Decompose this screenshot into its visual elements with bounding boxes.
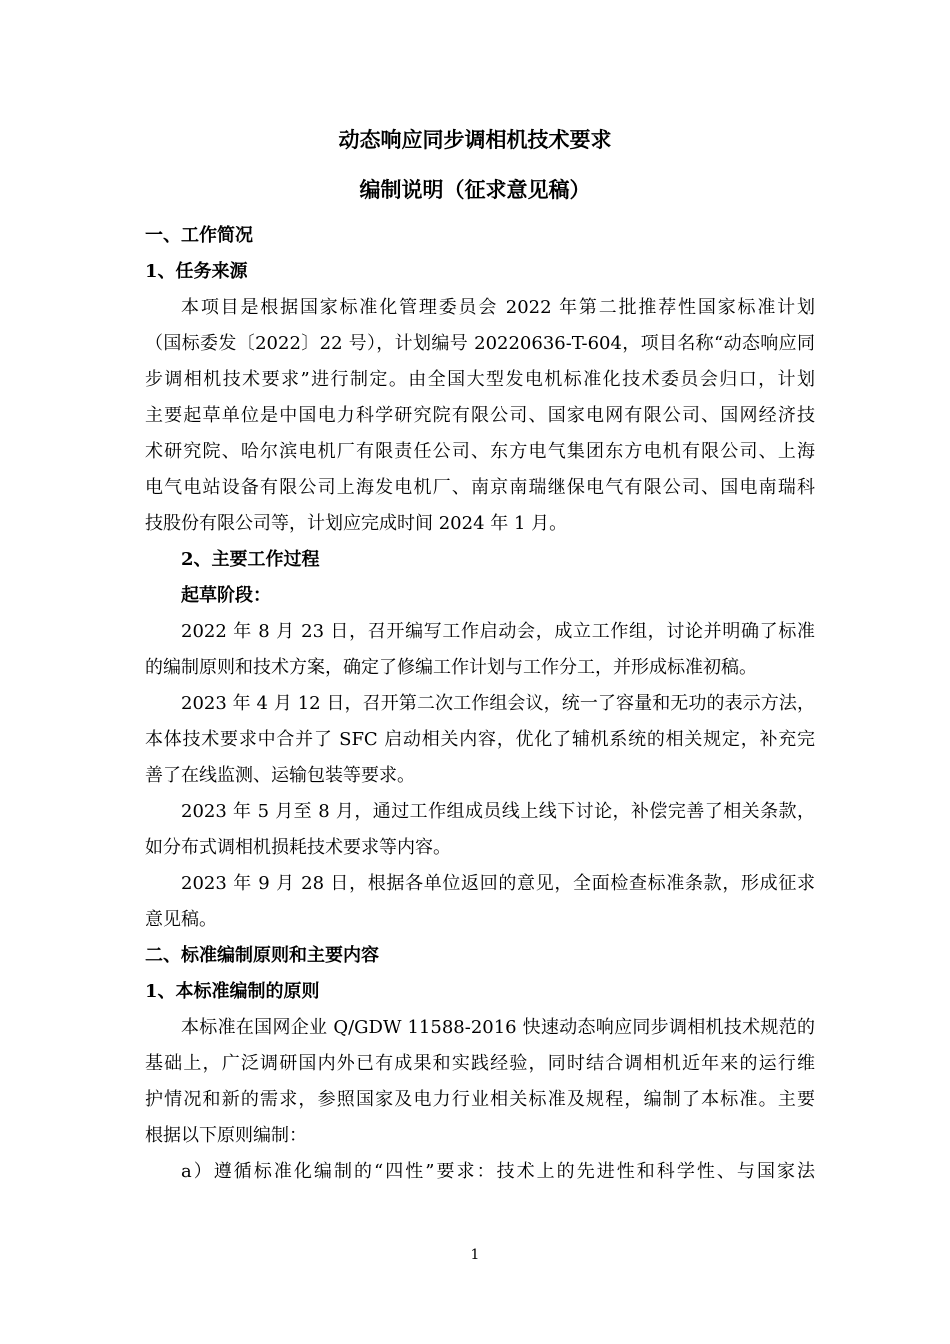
- paragraph-line: 根据以下原则编制：: [145, 1125, 307, 1146]
- paragraph-line: 基础上，广泛调研国内外已有成果和实践经验，同时结合调相机近年来的运行维: [145, 1053, 815, 1074]
- list-item-a: a）遵循标准化编制的“四性”要求：技术上的先进性和科学性、与国家法: [181, 1161, 815, 1182]
- paragraph-line: 2022 年 8 月 23 日，召开编写工作启动会，成立工作组，讨论并明确了标准: [181, 621, 815, 642]
- paragraph-line: 步调相机技术要求”进行制定。由全国大型发电机标准化技术委员会归口，计划: [145, 369, 815, 390]
- paragraph-line: 本项目是根据国家标准化管理委员会 2022 年第二批推荐性国家标准计划: [181, 297, 815, 318]
- paragraph-line: 术研究院、哈尔滨电机厂有限责任公司、东方电气集团东方电机有限公司、上海: [145, 441, 815, 462]
- paragraph-line: 意见稿。: [145, 909, 217, 930]
- subsection-heading: 2、主要工作过程: [181, 549, 320, 570]
- subsection-heading: 1、本标准编制的原则: [145, 981, 320, 1002]
- page-number: 1: [470, 1247, 480, 1263]
- paragraph-line: 技股份有限公司等，计划应完成时间 2024 年 1 月。: [145, 513, 568, 534]
- paragraph-line: 本体技术要求中合并了 SFC 启动相关内容，优化了辅机系统的相关规定，补充完: [145, 729, 815, 750]
- paragraph-line: 护情况和新的需求，参照国家及电力行业相关标准及规程，编制了本标准。主要: [145, 1089, 815, 1110]
- subsection-heading: 1、任务来源: [145, 261, 248, 282]
- paragraph-line: （国标委发〔2022〕22 号），计划编号 20220636-T-604，项目名称“动态响应同: [145, 333, 815, 354]
- section-heading: 二、标准编制原则和主要内容: [145, 945, 379, 966]
- stage-label: 起草阶段：: [181, 585, 271, 606]
- paragraph-line: 主要起草单位是中国电力科学研究院有限公司、国家电网有限公司、国网经济技: [145, 405, 815, 426]
- section-heading: 一、工作简况: [145, 225, 253, 246]
- paragraph-line: 2023 年 4 月 12 日，召开第二次工作组会议，统一了容量和无功的表示方法，: [181, 693, 815, 714]
- paragraph-line: 善了在线监测、运输包装等要求。: [145, 765, 415, 786]
- document-subtitle: 编制说明（征求意见稿）: [359, 177, 591, 202]
- paragraph-line: 的编制原则和技术方案，确定了修编工作计划与工作分工，并形成标准初稿。: [145, 657, 757, 678]
- paragraph-line: 2023 年 9 月 28 日，根据各单位返回的意见，全面检查标准条款，形成征求: [181, 873, 815, 894]
- document-title: 动态响应同步调相机技术要求: [338, 127, 612, 152]
- paragraph-line: 本标准在国网企业 Q/GDW 11588-2016 快速动态响应同步调相机技术规范的: [181, 1017, 815, 1038]
- paragraph-line: 电气电站设备有限公司上海发电机厂、南京南瑞继保电气有限公司、国电南瑞科: [145, 477, 815, 498]
- paragraph-line: 如分布式调相机损耗技术要求等内容。: [145, 837, 451, 858]
- paragraph-line: 2023 年 5 月至 8 月，通过工作组成员线上线下讨论，补偿完善了相关条款，: [181, 801, 815, 822]
